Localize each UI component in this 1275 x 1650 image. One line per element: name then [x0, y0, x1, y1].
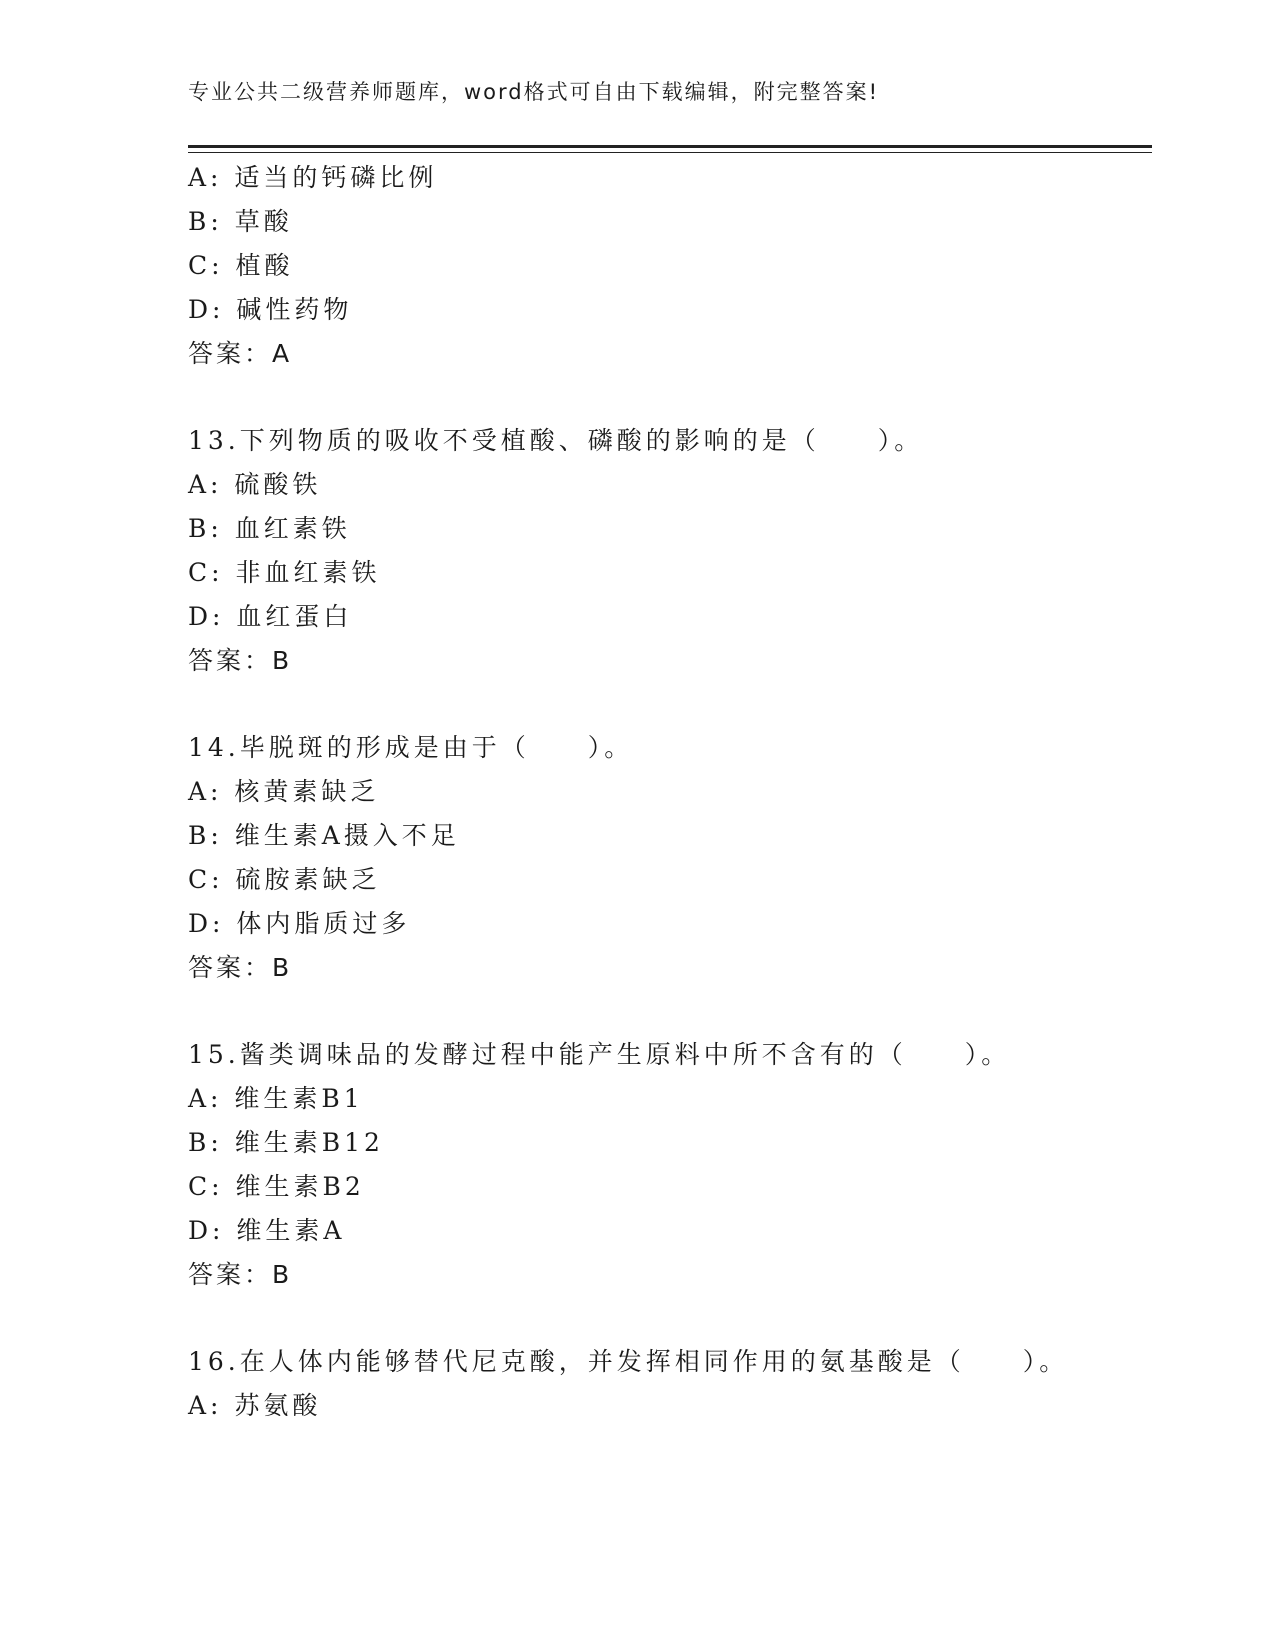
q14-option-d: D: 体内脂质过多 [188, 909, 411, 938]
q12-option-d: D: 碱性药物 [188, 295, 353, 324]
q12-option-c: C: 植酸 [188, 251, 294, 280]
q13-option-c: C: 非血红素铁 [188, 558, 381, 587]
q12-answer: 答案：A [188, 339, 293, 368]
q14-answer: 答案：B [188, 953, 293, 982]
q13-option-d: D: 血红蛋白 [188, 602, 353, 631]
q15-option-d: D: 维生素A [188, 1216, 346, 1245]
q15-option-c: C: 维生素B2 [188, 1172, 365, 1201]
q13-answer: 答案：B [188, 646, 293, 675]
q14-option-b: B: 维生素A摄入不足 [188, 821, 460, 850]
q16-stem: 16.在人体内能够替代尼克酸，并发挥相同作用的氨基酸是（ ）。 [188, 1347, 1069, 1376]
q12-option-a: A: 适当的钙磷比例 [188, 163, 438, 192]
header-rule-thin [188, 152, 1152, 153]
q13-stem: 13.下列物质的吸收不受植酸、磷酸的影响的是（ ）。 [188, 426, 924, 455]
q14-stem: 14.毕脱斑的形成是由于（ ）。 [188, 733, 634, 762]
q15-answer: 答案：B [188, 1260, 293, 1289]
q16-option-a: A: 苏氨酸 [188, 1391, 322, 1420]
q12-option-b: B: 草酸 [188, 207, 293, 236]
q15-option-b: B: 维生素B12 [188, 1128, 384, 1157]
q13-option-a: A: 硫酸铁 [188, 470, 322, 499]
q15-stem: 15.酱类调味品的发酵过程中能产生原料中所不含有的（ ）。 [188, 1040, 1011, 1069]
q13-option-b: B: 血红素铁 [188, 514, 351, 543]
q14-option-a: A: 核黄素缺乏 [188, 777, 380, 806]
q15-option-a: A: 维生素B1 [188, 1084, 364, 1113]
document-header: 专业公共二级营养师题库，word格式可自由下载编辑，附完整答案! [188, 80, 880, 104]
header-rule [188, 145, 1152, 148]
q14-option-c: C: 硫胺素缺乏 [188, 865, 381, 894]
